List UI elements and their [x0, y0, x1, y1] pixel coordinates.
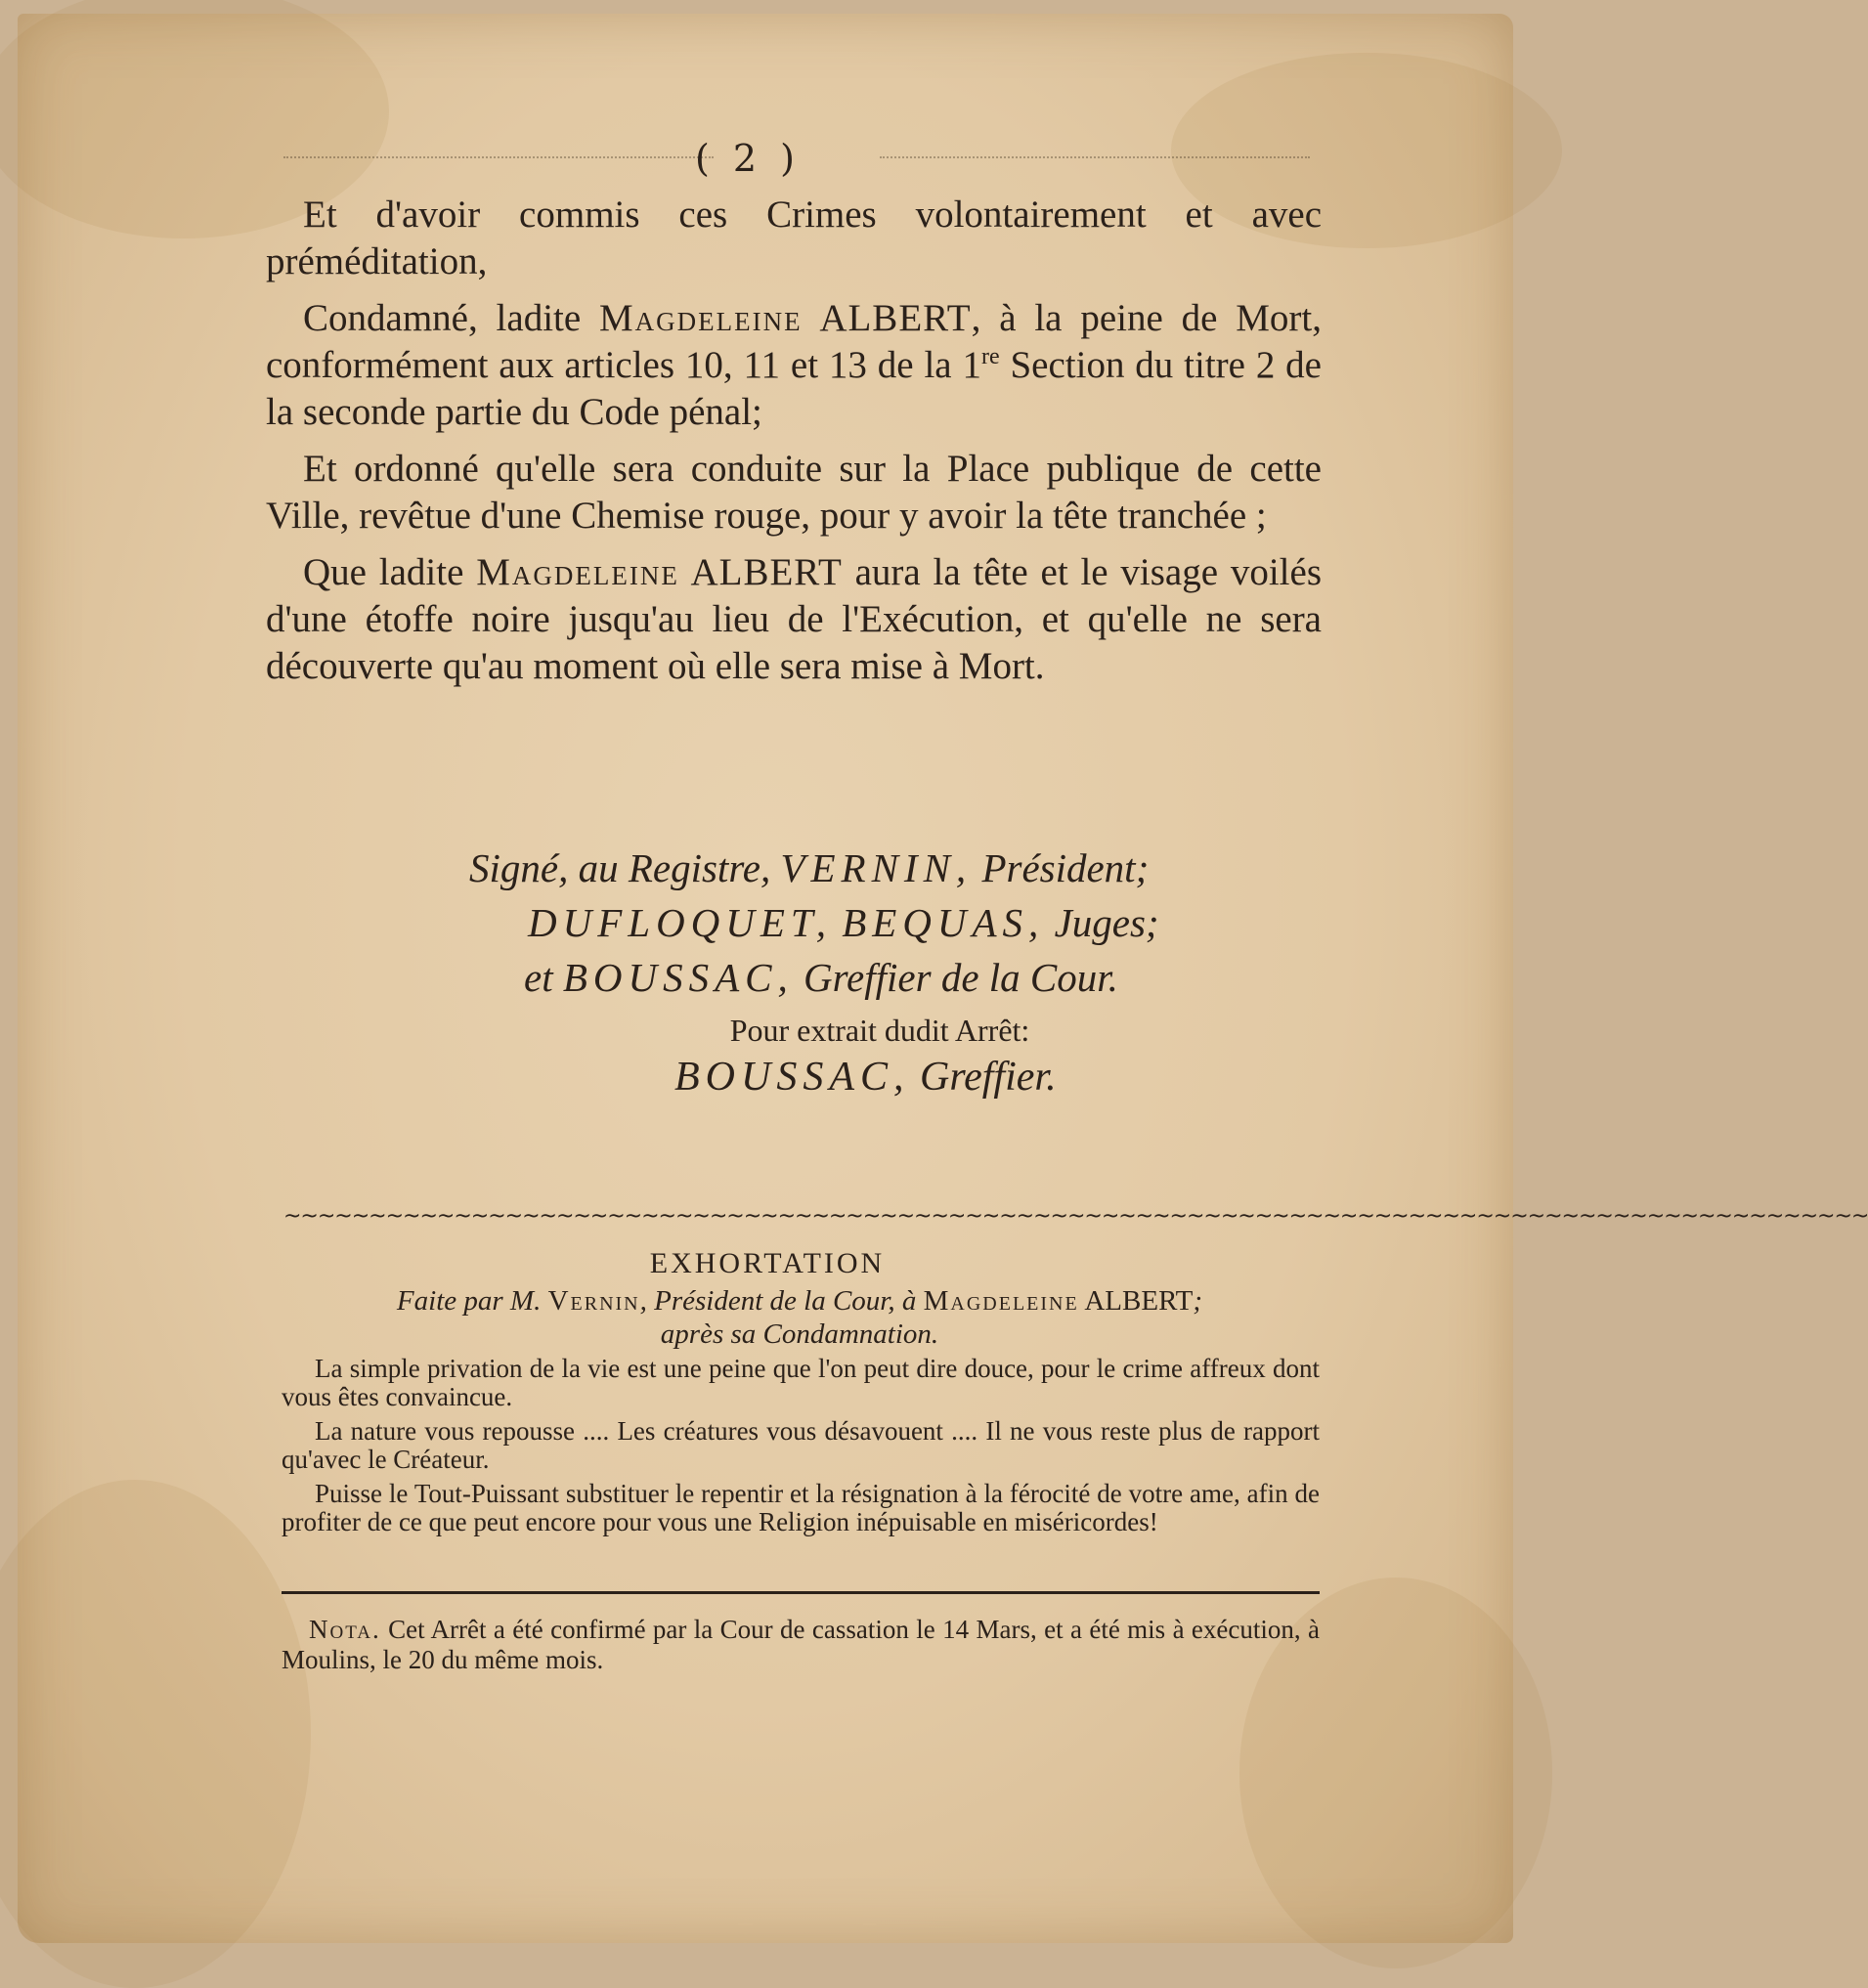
- ornamental-divider: ~~~~~~~~~~~~~~~~~~~~~~~~~~~~~~~~~~~~~~~~~~~~~~~~~~~~~~~~~~~~~~~~~~~~~~~~~~~~~~~~~~~~~~~~~~~~~: [283, 1204, 1868, 1229]
- extract-label: Pour extrait dudit Arrêt:: [729, 1013, 1030, 1048]
- exhortation-paragraph-2: La nature vous repousse .... Les créatures vous désavouent .... Il ne vous reste plus de rapport qu'avec le Créateur.: [282, 1416, 1320, 1474]
- person-name: Magdeleine: [599, 297, 803, 339]
- signature-line-2: DUFLOQUET, BEQUAS, Juges;: [528, 900, 1159, 945]
- exhortation-title: EXHORTATION: [649, 1247, 886, 1279]
- paper-stain: [0, 1480, 311, 1988]
- verdict-text: [266, 192, 1322, 700]
- paragraph-4: Que ladite Magdeleine ALBERT aura la tête et le visage voilés d'une étoffe noire jusqu'au lieu de l'Exécution, et qu'elle ne sera découverte qu'au moment où elle sera mise à Mort.: [266, 551, 1322, 687]
- signer-boussac: BOUSSAC,: [562, 955, 794, 1000]
- exhortation-subtitle: Faite par M. Vernin, Président de la Cour, à Magdeleine ALBERT; après sa Condamnation.: [396, 1285, 1203, 1350]
- signer-bequas: BEQUAS,: [842, 900, 1045, 945]
- person-surname: ALBERT: [678, 551, 843, 593]
- exhortation-text: [282, 1355, 1320, 1542]
- signature-line-3: et BOUSSAC, Greffier de la Cour.: [524, 955, 1118, 1000]
- footnote-rule: [282, 1591, 1320, 1594]
- signer-vernin: VERNIN,: [780, 845, 973, 890]
- person-surname: ALBERT: [802, 297, 972, 339]
- extract-signature: BOUSSAC, Greffier.: [674, 1055, 1057, 1100]
- signer-dufloquet: DUFLOQUET,: [528, 900, 832, 945]
- paragraph-3: Et ordonné qu'elle sera conduite sur la Place publique de cette Ville, revêtue d'une Chemise rouge, pour y avoir la tête tranchée ;: [266, 448, 1322, 537]
- exhortation-paragraph-1: La simple privation de la vie est une peine que l'on peut dire douce, pour le crime affreux dont vous êtes convaincue.: [282, 1354, 1320, 1411]
- signature-line-1: Signé, au Registre, VERNIN, Président;: [469, 845, 1150, 890]
- paragraph-1: Et d'avoir commis ces Crimes volontairement et avec préméditation,: [266, 194, 1322, 282]
- nota-footnote: Nota. Cet Arrêt a été confirmé par la Cour de cassation le 14 Mars, et a été mis à exécution, à Moulins, le 20 du même mois.: [282, 1615, 1320, 1674]
- paragraph-2: Condamné, ladite Magdeleine ALBERT, à la peine de Mort, conformément aux articles 10, 11 et 13 de la 1re Section du titre 2 de la seconde partie du Code pénal;: [266, 297, 1322, 433]
- page-number: ( 2 ): [695, 137, 801, 180]
- nota-label: Nota.: [309, 1615, 381, 1644]
- exhortation-paragraph-3: Puisse le Tout-Puissant substituer le repentir et la résignation à la férocité de votre ame, afin de profiter de ce que peut encore pour vous une Religion inépuisable en miséricordes!: [282, 1479, 1320, 1536]
- person-name: Magdeleine: [476, 551, 679, 593]
